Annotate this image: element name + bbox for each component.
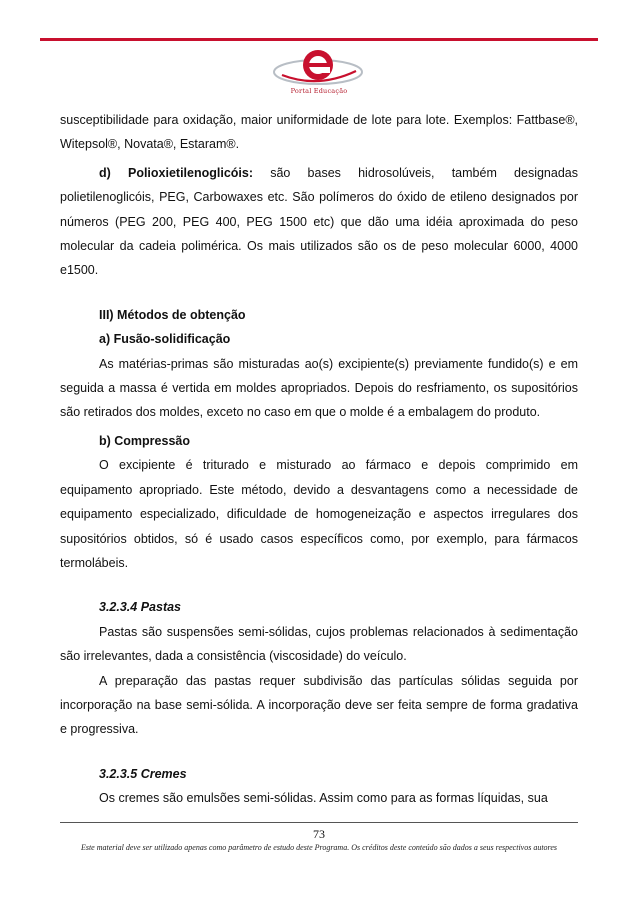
- header-rule: [40, 38, 598, 41]
- paragraph-cremes: Os cremes são emulsões semi-sólidas. Assim como para as formas líquidas, sua: [99, 791, 548, 806]
- item-d-label: d) Polioxietilenoglicóis:: [99, 165, 254, 180]
- section-heading-cremes: 3.2.3.5 Cremes: [99, 766, 187, 781]
- subheading-fusion: a) Fusão-solidificação: [99, 332, 231, 347]
- paragraph-compression: O excipiente é triturado e misturado ao fármaco e depois comprimido em equipamento apropriado. Este método, devido a desvantagens como a necessidade de equipamento especializado, dificuldade de homogeneização e aspectos irregulares dos supositórios obtidos, só é usado casos específicos como, por exemplo, para fármacos termolábeis.: [60, 458, 578, 570]
- logo-text: Portal Educação: [290, 87, 348, 95]
- paragraph-fusion: As matérias-primas são misturadas ao(s) excipiente(s) previamente fundido(s) e em seguida a massa é vertida em moldes apropriados. Depois do resfriamento, os supositórios são retirados dos moldes, exceto no caso em que o molde é a embalagem do produto.: [60, 356, 578, 420]
- paragraph-item-d: [60, 161, 578, 283]
- section-heading-pastas: 3.2.3.4 Pastas: [99, 600, 182, 615]
- paragraph-continuation: susceptibilidade para oxidação, maior uniformidade de lote para lote. Exemplos: Fattbase®, Witepsol®, Novata®, Estaram®.: [60, 113, 578, 152]
- section-heading-methods: III) Métodos de obtenção: [99, 307, 246, 322]
- portal-educacao-logo: [268, 45, 368, 105]
- footer-disclaimer: Este material deve ser utilizado apenas como parâmetro de estudo deste Programa. Os créditos deste conteúdo são dados a seus respectivos autores: [80, 843, 558, 852]
- footer-rule: [60, 822, 578, 823]
- item-d-text: são bases hidrosolúveis, também designadas polietilenoglicóis, PEG, Carbowaxes etc. São polímeros do óxido de etileno designados por números (PEG 200, PEG 400, PEG 1500 etc) que dão uma idéia aproximada do peso molecular da cadeia polimérica. Os mais utilizados são os de peso molecular 6000, 4000 e1500.: [60, 165, 578, 278]
- paragraph-pastas-1: Pastas são suspensões semi-sólidas, cujos problemas relacionados à sedimentação são irrelevantes, dada a consistência (viscosidade) do veículo.: [60, 624, 578, 664]
- subheading-compression: b) Compressão: [99, 433, 190, 448]
- page-number: 73: [313, 827, 325, 841]
- paragraph-pastas-2: A preparação das pastas requer subdivisão das partículas sólidas seguida por incorporação na base semi-sólida. A incorporação deve ser feita sempre de forma gradativa e progressiva.: [60, 673, 578, 737]
- document-body: [60, 108, 578, 811]
